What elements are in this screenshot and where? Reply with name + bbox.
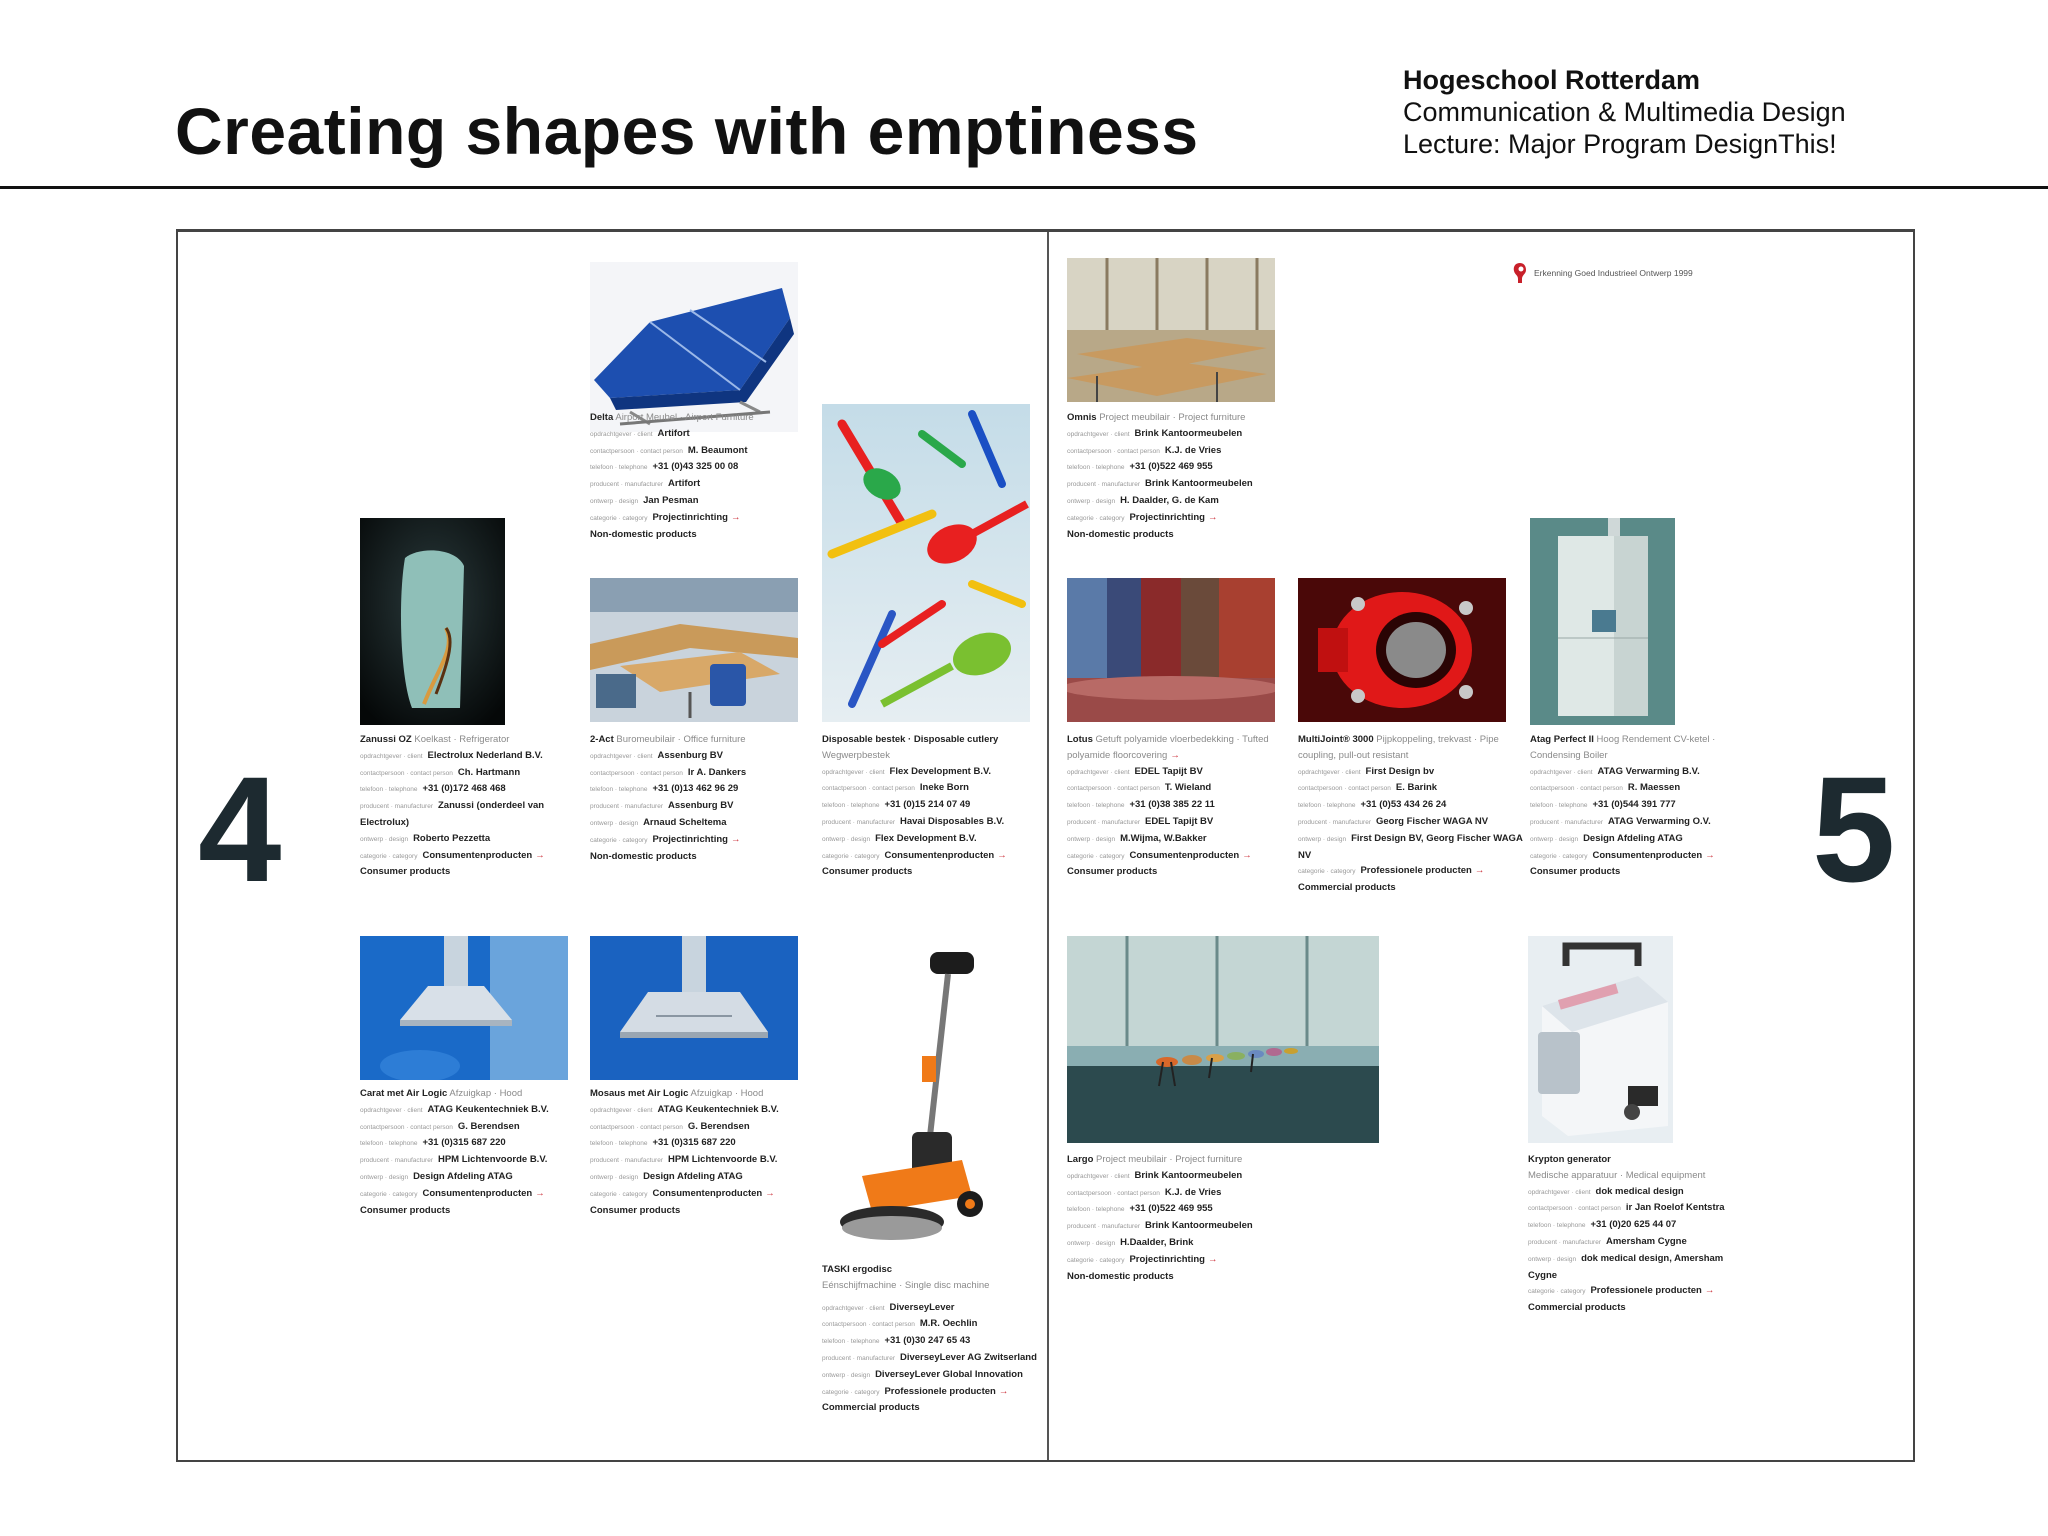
- product-title: MultiJoint® 3000: [1298, 734, 1374, 745]
- arrow-icon: →: [998, 1385, 1009, 1397]
- label: categorie · category: [590, 836, 648, 844]
- arrow-icon: →: [730, 511, 741, 523]
- label: opdrachtgever · client: [1067, 1172, 1130, 1180]
- label: contactpersoon · contact person: [590, 769, 683, 777]
- phone-value: +31 (0)13 462 96 29: [652, 783, 739, 795]
- producer-value: DiverseyLever AG Zwitserland: [899, 1351, 1037, 1363]
- label: opdrachtgever · client: [360, 1106, 423, 1114]
- client-value: Brink Kantoormeubelen: [1134, 1169, 1243, 1181]
- label: categorie · category: [1067, 514, 1125, 522]
- product-subtitle: Project meubilair · Project furniture: [1096, 1154, 1243, 1165]
- client-value: Assenburg BV: [657, 749, 723, 761]
- design-value: DiverseyLever Global Innovation: [875, 1368, 1023, 1380]
- label: telefoon · telephone: [360, 1140, 418, 1148]
- award-icon: [1512, 262, 1528, 284]
- header-divider: [0, 186, 2048, 189]
- photo-multijoint: [1298, 578, 1506, 722]
- label: telefoon · telephone: [360, 786, 418, 794]
- label: contactpersoon · contact person: [1298, 785, 1391, 793]
- label: producent · manufacturer: [1528, 1238, 1601, 1246]
- phone-value: +31 (0)544 391 777: [1592, 799, 1676, 811]
- slide-title: Creating shapes with emptiness: [175, 94, 1199, 168]
- producer-value: Artifort: [667, 478, 701, 490]
- label: contactpersoon · contact person: [590, 447, 683, 455]
- product-subtitle: Afzuigkap · Hood: [449, 1088, 523, 1099]
- category-value: Consumentenproducten: [884, 849, 995, 861]
- label: producent · manufacturer: [590, 481, 663, 489]
- label: contactpersoon · contact person: [1528, 1205, 1621, 1213]
- phone-value: +31 (0)38 385 22 11: [1129, 799, 1215, 811]
- caption-krypton: [1528, 1152, 1746, 1316]
- producer-value: ATAG Verwarming O.V.: [1607, 815, 1711, 827]
- label: categorie · category: [1528, 1288, 1586, 1296]
- category-english: Consumer products: [590, 1204, 681, 1216]
- department-name: Communication & Multimedia Design: [1403, 97, 1846, 127]
- phone-value: +31 (0)20 625 44 07: [1590, 1219, 1677, 1231]
- product-title: Delta: [590, 412, 614, 423]
- category-english: Consumer products: [1530, 866, 1621, 878]
- category-value: Projectinrichting: [652, 833, 728, 845]
- label: opdrachtgever · client: [360, 752, 423, 760]
- label: telefoon · telephone: [822, 1338, 880, 1346]
- photo-carat-hood: [360, 936, 568, 1080]
- arrow-icon: →: [730, 833, 741, 845]
- category-english: Non-domestic products: [590, 528, 697, 540]
- caption-lotus: [1067, 732, 1289, 880]
- arrow-icon: →: [765, 1187, 775, 1199]
- label: telefoon · telephone: [590, 1140, 648, 1148]
- label: producent · manufacturer: [360, 1157, 433, 1165]
- producer-value: Assenburg BV: [667, 800, 734, 812]
- label: telefoon · telephone: [822, 802, 880, 810]
- product-subtitle: Eénschijfmachine · Single disc machine: [822, 1279, 990, 1291]
- product-subtitle: Getuft polyamide vloerbedekking · Tufted polyamide floorcovering: [1067, 734, 1269, 761]
- label: categorie · category: [822, 852, 880, 860]
- label: producent · manufacturer: [1067, 818, 1140, 826]
- label: ontwerp · design: [590, 497, 639, 505]
- contact-value: T. Wieland: [1164, 782, 1212, 794]
- label: contactpersoon · contact person: [590, 1123, 683, 1131]
- label: producent · manufacturer: [1298, 818, 1371, 826]
- producer-value: HPM Lichtenvoorde B.V.: [667, 1154, 778, 1166]
- label: categorie · category: [1067, 852, 1125, 860]
- caption-delta: [590, 410, 810, 542]
- label: contactpersoon · contact person: [1530, 785, 1623, 793]
- label: categorie · category: [1298, 868, 1356, 876]
- client-value: ATAG Keukentechniek B.V.: [657, 1103, 779, 1115]
- category-value: Consumentenproducten: [422, 1187, 533, 1199]
- label: telefoon · telephone: [1530, 802, 1588, 810]
- category-value: Projectinrichting: [1129, 1253, 1205, 1265]
- contact-value: Ineke Born: [919, 782, 969, 794]
- label: telefoon · telephone: [1067, 1206, 1125, 1214]
- category-value: Projectinrichting: [652, 511, 728, 523]
- arrow-icon: →: [1207, 1253, 1218, 1265]
- page-number-left: 4: [198, 745, 282, 913]
- product-title: Carat met Air Logic: [360, 1088, 448, 1099]
- category-value: Consumentenproducten: [1592, 849, 1703, 861]
- product-title: Omnis: [1067, 412, 1097, 423]
- contact-value: Ir A. Dankers: [687, 766, 747, 778]
- label: opdrachtgever · client: [590, 752, 653, 760]
- design-value: dok medical design, Amersham Cygne: [1528, 1252, 1724, 1281]
- label: contactpersoon · contact person: [1067, 447, 1160, 455]
- contact-value: ir Jan Roelof Kentstra: [1625, 1202, 1725, 1214]
- arrow-icon: →: [1170, 749, 1180, 761]
- arrow-icon: →: [1705, 849, 1715, 861]
- label: producent · manufacturer: [1067, 481, 1140, 489]
- arrow-icon: →: [997, 849, 1007, 861]
- label: ontwerp · design: [1067, 1239, 1116, 1247]
- product-title: Lotus: [1067, 734, 1093, 745]
- institution-block: [1403, 64, 1846, 160]
- client-value: dok medical design: [1595, 1185, 1684, 1197]
- client-value: ATAG Verwarming B.V.: [1597, 765, 1700, 777]
- category-value: Consumentenproducten: [1129, 849, 1240, 861]
- label: opdrachtgever · client: [1298, 768, 1361, 776]
- category-value: Professionele producten: [1360, 865, 1472, 877]
- design-value: Design Afdeling ATAG: [643, 1170, 743, 1182]
- label: categorie · category: [360, 1190, 418, 1198]
- product-subtitle: Pijpkoppeling, trekvast · Pipe coupling, pull-out resistant: [1298, 734, 1499, 761]
- product-title: Disposable bestek · Disposable cutlery: [822, 734, 999, 745]
- label: contactpersoon · contact person: [1067, 785, 1160, 793]
- lecture-name: Lecture: Major Program DesignThis!: [1403, 129, 1837, 159]
- product-subtitle: Airport Meubel · Airport Furniture: [615, 412, 754, 423]
- label: producent · manufacturer: [822, 818, 895, 826]
- product-subtitle: Afzuigkap · Hood: [690, 1088, 764, 1099]
- client-value: Artifort: [657, 427, 690, 439]
- producer-value: EDEL Tapijt BV: [1144, 815, 1214, 827]
- label: ontwerp · design: [1530, 835, 1579, 843]
- label: opdrachtgever · client: [822, 1304, 885, 1312]
- category-english: Consumer products: [360, 866, 451, 878]
- photo-2act-office: [590, 578, 798, 722]
- product-subtitle: Hoog Rendement CV-ketel · Condensing Boiler: [1530, 734, 1716, 761]
- photo-largo-chairs: [1067, 936, 1379, 1143]
- label: producent · manufacturer: [590, 803, 663, 811]
- phone-value: +31 (0)30 247 65 43: [884, 1335, 971, 1347]
- product-subtitle: Buromeubilair · Office furniture: [616, 734, 746, 745]
- contact-value: G. Berendsen: [457, 1120, 520, 1132]
- category-english: Consumer products: [360, 1204, 451, 1216]
- product-title: Largo: [1067, 1154, 1094, 1165]
- label: telefoon · telephone: [1067, 464, 1125, 472]
- producer-value: Brink Kantoormeubelen: [1144, 1220, 1253, 1232]
- client-value: Flex Development B.V.: [889, 765, 992, 777]
- arrow-icon: →: [1242, 849, 1252, 861]
- label: categorie · category: [360, 852, 418, 860]
- category-value: Consumentenproducten: [422, 849, 533, 861]
- photo-mosaus-hood: [590, 936, 798, 1080]
- category-english: Non-domestic products: [1067, 528, 1174, 540]
- label: ontwerp · design: [360, 835, 409, 843]
- photo-taski-machine: [822, 936, 1030, 1260]
- arrow-icon: →: [1207, 511, 1218, 523]
- product-subtitle: Koelkast · Refrigerator: [414, 734, 510, 745]
- label: ontwerp · design: [1298, 835, 1347, 843]
- caption-largo: [1067, 1152, 1285, 1284]
- label: producent · manufacturer: [590, 1157, 663, 1165]
- design-value: M.Wijma, W.Bakker: [1120, 832, 1207, 844]
- product-title: Zanussi OZ: [360, 734, 412, 745]
- design-value: Arnaud Scheltema: [643, 816, 727, 828]
- phone-value: +31 (0)43 325 00 08: [652, 461, 739, 473]
- label: telefoon · telephone: [1298, 802, 1356, 810]
- client-value: Electrolux Nederland B.V.: [427, 749, 543, 761]
- label: opdrachtgever · client: [1530, 768, 1593, 776]
- category-english: Non-domestic products: [1067, 1270, 1174, 1282]
- label: ontwerp · design: [1528, 1255, 1577, 1263]
- phone-value: +31 (0)315 687 220: [652, 1137, 736, 1149]
- producer-value: Havai Disposables B.V.: [899, 815, 1005, 827]
- category-value: Professionele producten: [1590, 1285, 1702, 1297]
- caption-omnis: [1067, 410, 1285, 542]
- photo-krypton-generator: [1528, 936, 1673, 1143]
- arrow-icon: →: [1704, 1285, 1715, 1297]
- contact-value: E. Barink: [1395, 782, 1438, 794]
- category-value: Consumentenproducten: [652, 1187, 763, 1199]
- design-value: Jan Pesman: [643, 494, 699, 506]
- client-value: DiverseyLever: [889, 1301, 955, 1313]
- label: contactpersoon · contact person: [822, 1321, 915, 1329]
- label: ontwerp · design: [590, 1173, 639, 1181]
- caption-atag: [1530, 732, 1740, 880]
- phone-value: +31 (0)172 468 468: [422, 783, 506, 795]
- producer-value: HPM Lichtenvoorde B.V.: [437, 1154, 548, 1166]
- photo-zanussi-fridge: [360, 518, 505, 725]
- design-value: Flex Development B.V.: [875, 832, 977, 844]
- product-title: Mosaus met Air Logic: [590, 1088, 689, 1099]
- photo-disposable-cutlery: [822, 404, 1030, 722]
- caption-taski: [822, 1262, 1040, 1416]
- label: telefoon · telephone: [590, 464, 648, 472]
- caption-mosaus: [590, 1086, 808, 1218]
- photo-delta-chair: [590, 262, 798, 432]
- photo-atag-boiler: [1530, 518, 1675, 725]
- label: contactpersoon · contact person: [822, 785, 915, 793]
- caption-2act: [590, 732, 808, 864]
- arrow-icon: →: [1474, 865, 1485, 877]
- label: telefoon · telephone: [1528, 1222, 1586, 1230]
- contact-value: K.J. de Vries: [1164, 1186, 1222, 1198]
- client-value: EDEL Tapijt BV: [1134, 765, 1203, 777]
- contact-value: M. Beaumont: [687, 444, 748, 456]
- contact-value: G. Berendsen: [687, 1120, 750, 1132]
- phone-value: +31 (0)522 469 955: [1129, 461, 1213, 473]
- client-value: Brink Kantoormeubelen: [1134, 427, 1243, 439]
- spread-gutter: [1047, 232, 1049, 1460]
- product-subtitle: Project meubilair · Project furniture: [1099, 412, 1246, 423]
- caption-cutlery: [822, 732, 1040, 880]
- phone-value: +31 (0)315 687 220: [422, 1137, 506, 1149]
- label: opdrachtgever · client: [1067, 768, 1130, 776]
- label: contactpersoon · contact person: [1067, 1189, 1160, 1197]
- institution-name: Hogeschool Rotterdam: [1403, 65, 1701, 95]
- label: ontwerp · design: [822, 835, 871, 843]
- photo-omnis: [1067, 258, 1275, 402]
- producer-value: Zanussi (onderdeel van Electrolux): [360, 800, 545, 828]
- label: producent · manufacturer: [822, 1354, 895, 1362]
- label: ontwerp · design: [1067, 497, 1116, 505]
- award-text: Erkenning Goed Industrieel Ontwerp 1999: [1534, 268, 1693, 278]
- category-value: Projectinrichting: [1129, 511, 1205, 523]
- label: ontwerp · design: [1067, 835, 1116, 843]
- design-value: Design Afdeling ATAG: [1583, 832, 1683, 844]
- producer-value: Amersham Cygne: [1605, 1235, 1687, 1247]
- label: producent · manufacturer: [360, 803, 433, 811]
- product-subtitle: Medische apparatuur · Medical equipment: [1528, 1169, 1706, 1181]
- category-english: Commercial products: [1298, 882, 1396, 894]
- contact-value: R. Maessen: [1627, 782, 1681, 794]
- product-title: TASKI ergodisc: [822, 1264, 893, 1275]
- client-value: First Design bv: [1365, 765, 1435, 777]
- label: contactpersoon · contact person: [360, 769, 453, 777]
- label: categorie · category: [1067, 1256, 1125, 1264]
- page-number-right: 5: [1812, 745, 1896, 913]
- label: ontwerp · design: [822, 1371, 871, 1379]
- magazine-spread: [176, 229, 1915, 1462]
- label: categorie · category: [1530, 852, 1588, 860]
- contact-value: Ch. Hartmann: [457, 766, 521, 778]
- photo-lotus-carpet: [1067, 578, 1275, 722]
- label: opdrachtgever · client: [590, 430, 653, 438]
- label: telefoon · telephone: [1067, 802, 1125, 810]
- design-value: Design Afdeling ATAG: [413, 1170, 513, 1182]
- label: categorie · category: [590, 514, 648, 522]
- category-english: Consumer products: [1067, 866, 1158, 878]
- category-value: Professionele producten: [884, 1385, 996, 1397]
- product-title: Atag Perfect II: [1530, 734, 1594, 745]
- label: categorie · category: [822, 1388, 880, 1396]
- label: opdrachtgever · client: [1067, 430, 1130, 438]
- category-english: Consumer products: [822, 866, 913, 878]
- label: telefoon · telephone: [590, 786, 648, 794]
- phone-value: +31 (0)53 434 26 24: [1360, 799, 1447, 811]
- client-value: ATAG Keukentechniek B.V.: [427, 1103, 549, 1115]
- category-english: Commercial products: [1528, 1302, 1626, 1314]
- design-value: H.Daalder, Brink: [1120, 1236, 1194, 1248]
- label: opdrachtgever · client: [1528, 1188, 1591, 1196]
- caption-carat: [360, 1086, 578, 1218]
- label: producent · manufacturer: [1067, 1223, 1140, 1231]
- label: opdrachtgever · client: [822, 768, 885, 776]
- phone-value: +31 (0)15 214 07 49: [884, 799, 971, 811]
- category-english: Commercial products: [822, 1402, 920, 1414]
- arrow-icon: →: [535, 849, 545, 861]
- design-value: H. Daalder, G. de Kam: [1120, 494, 1219, 506]
- label: ontwerp · design: [590, 819, 639, 827]
- caption-zanussi: [360, 732, 578, 880]
- product-title: 2-Act: [590, 734, 614, 745]
- label: opdrachtgever · client: [590, 1106, 653, 1114]
- producer-value: Brink Kantoormeubelen: [1144, 478, 1253, 490]
- product-subtitle: Wegwerpbestek: [822, 749, 890, 761]
- label: contactpersoon · contact person: [360, 1123, 453, 1131]
- label: categorie · category: [590, 1190, 648, 1198]
- producer-value: Georg Fischer WAGA NV: [1375, 815, 1489, 827]
- contact-value: K.J. de Vries: [1164, 444, 1222, 456]
- label: producent · manufacturer: [1530, 818, 1603, 826]
- product-title: Krypton generator: [1528, 1154, 1611, 1165]
- label: ontwerp · design: [360, 1173, 409, 1181]
- design-value: First Design BV, Georg Fischer WAGA NV: [1298, 832, 1523, 861]
- arrow-icon: →: [535, 1187, 545, 1199]
- phone-value: +31 (0)522 469 955: [1129, 1203, 1213, 1215]
- caption-multijoint: [1298, 732, 1523, 896]
- contact-value: M.R. Oechlin: [919, 1318, 978, 1330]
- award-badge: [1512, 262, 1693, 284]
- design-value: Roberto Pezzetta: [413, 832, 491, 844]
- category-english: Non-domestic products: [590, 850, 697, 862]
